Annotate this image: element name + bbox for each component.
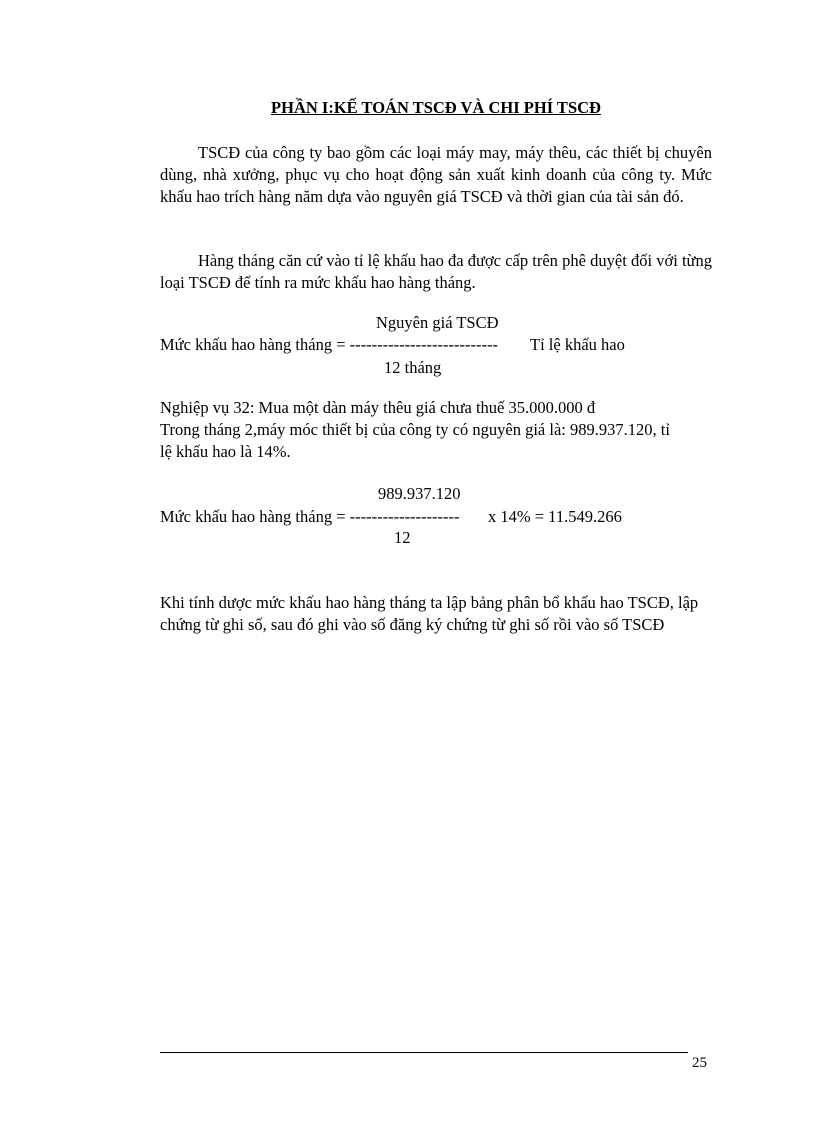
formula1-rhs: Tỉ lệ khấu hao <box>530 335 625 354</box>
case-line-3: lệ khấu hao là 14%. <box>160 442 291 461</box>
page-number: 25 <box>692 1055 707 1071</box>
formula2-lhs: Mức khấu hao hàng tháng = -------------------- <box>160 507 460 526</box>
footer-divider <box>160 1052 688 1053</box>
formula2-denominator: 12 <box>394 528 411 547</box>
case-line-1: Nghiệp vụ 32: Mua một dàn máy thêu giá chưa thuế 35.000.000 đ <box>160 398 596 417</box>
case-line-2: Trong tháng 2,máy móc thiết bị của công ty có nguyên giá là: 989.937.120, tỉ <box>160 420 670 439</box>
closing-paragraph: Khi tính dược mức khấu hao hàng tháng ta lập bảng phân bổ khấu hao TSCĐ, lập chứng từ ghi số, sau đó ghi vào số đăng ký chứng từ ghi số rồi vào số TSCĐ <box>160 593 699 634</box>
monthly-depreciation-paragraph: Hàng tháng căn cứ vào tỉ lệ khấu hao đa được cấp trên phê duyệt đối với từng loại TSCĐ để tính ra mức khấu hao hàng tháng. <box>160 251 712 292</box>
formula1-lhs: Mức khấu hao hàng tháng = --------------------------- <box>160 335 498 354</box>
formula1-numerator: Nguyên giá TSCĐ <box>376 313 499 332</box>
page-title: PHẦN I:KẾ TOÁN TSCĐ VÀ CHI PHÍ TSCĐ <box>271 98 601 117</box>
formula2-numerator: 989.937.120 <box>378 484 461 503</box>
formula2-rhs: x 14% = 11.549.266 <box>488 507 622 526</box>
formula1-denominator: 12 tháng <box>384 358 442 377</box>
intro-paragraph: TSCĐ của công ty bao gồm các loại máy may, máy thêu, các thiết bị chuyên dùng, nhà xưởng, phục vụ cho hoạt động sản xuất kinh doanh của công ty. Mức khấu hao trích hàng năm dựa vào nguyên giá TSCĐ và thời gian của tài sản đó. <box>160 143 712 206</box>
